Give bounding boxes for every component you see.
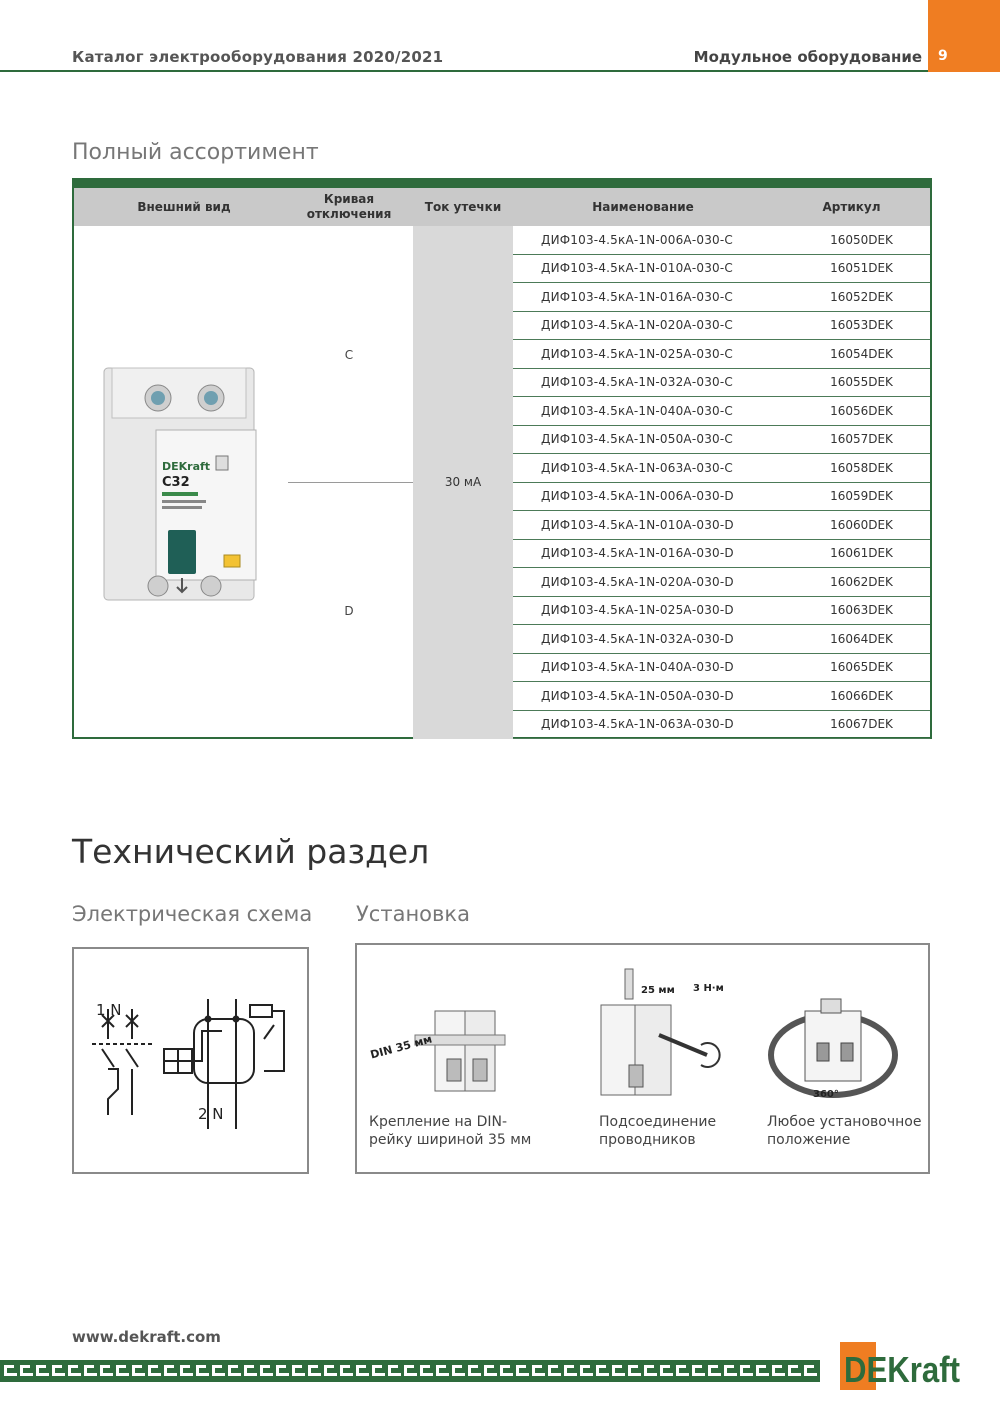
section-title: Модульное оборудование [693, 48, 922, 66]
torque-label: 3 Н·м [693, 983, 724, 994]
page-number: 9 [938, 48, 948, 64]
product-name: ДИФ103-4.5кА-1N-032А-030-D [541, 631, 734, 646]
table-top-bar [74, 180, 930, 188]
band-pattern-segment [644, 1373, 657, 1376]
logo-text: DEKraft [844, 1349, 961, 1390]
table-row [513, 654, 930, 683]
band-pattern-segment [164, 1373, 177, 1376]
curve-divider [288, 482, 413, 483]
band-pattern-segment [532, 1373, 545, 1376]
band-pattern-segment [196, 1373, 209, 1376]
band-pattern-segment [4, 1373, 17, 1376]
product-article: 16057DEK [830, 432, 893, 447]
product-name: ДИФ103-4.5кА-1N-006А-030-С [541, 232, 733, 247]
install-title: Установка [356, 902, 470, 926]
band-pattern-segment [580, 1373, 593, 1376]
band-pattern-segment [756, 1373, 769, 1376]
footer-pattern-band [0, 1354, 820, 1388]
product-article: 16065DEK [830, 660, 893, 675]
band-pattern-segment [660, 1373, 673, 1376]
band-pattern-segment [788, 1373, 801, 1376]
table-row [513, 540, 930, 569]
product-name: ДИФ103-4.5кА-1N-050А-030-D [541, 688, 734, 703]
wire-connection-illustration [589, 965, 739, 1105]
table-row [513, 483, 930, 512]
header-divider [0, 70, 930, 72]
band-pattern-segment [52, 1373, 65, 1376]
table-row [513, 568, 930, 597]
install-caption-wiring: Подсоединение проводников [599, 1114, 717, 1148]
table-row [513, 454, 930, 483]
column-header-article: Артикул [822, 199, 881, 214]
band-pattern-segment [20, 1373, 33, 1376]
product-article: 16061DEK [830, 546, 893, 561]
band-pattern-segment [420, 1373, 433, 1376]
band-pattern-segment [260, 1373, 273, 1376]
band-pattern-segment [36, 1373, 49, 1376]
band-pattern-segment [596, 1373, 609, 1376]
band-pattern-segment [148, 1373, 161, 1376]
product-name: ДИФ103-4.5кА-1N-063А-030-С [541, 460, 733, 475]
din-rail-mount-illustration [365, 997, 515, 1107]
band-pattern-segment [404, 1373, 417, 1376]
band-pattern-segment [228, 1373, 241, 1376]
product-name: ДИФ103-4.5кА-1N-006А-030-D [541, 489, 734, 504]
band-pattern-segment [212, 1373, 225, 1376]
band-pattern-segment [740, 1373, 753, 1376]
dekraft-logo [840, 1340, 962, 1390]
band-pattern-segment [452, 1373, 465, 1376]
electrical-scheme-diagram [74, 949, 307, 1172]
table-row [513, 511, 930, 540]
product-name: ДИФ103-4.5кА-1N-016А-030-С [541, 289, 733, 304]
band-pattern-segment [84, 1373, 97, 1376]
page-number-tab [928, 0, 1000, 72]
product-article: 16059DEK [830, 489, 893, 504]
table-row [513, 682, 930, 711]
scheme-label-top: 1 N [96, 1001, 122, 1019]
table-row [513, 625, 930, 654]
band-pattern-segment [500, 1373, 513, 1376]
scheme-label-bottom: 2 N [198, 1105, 224, 1123]
band-pattern-segment [612, 1373, 625, 1376]
din-label: DIN 35 мм [368, 1032, 434, 1062]
table-row [513, 369, 930, 398]
product-article: 16055DEK [830, 375, 893, 390]
band-pattern-segment [292, 1373, 305, 1376]
band-pattern-segment [68, 1373, 81, 1376]
table-rows [513, 226, 930, 739]
product-name: ДИФ103-4.5кА-1N-040А-030-С [541, 403, 733, 418]
band-pattern-segment [372, 1373, 385, 1376]
leakage-value: 30 мА [444, 475, 482, 489]
band-pattern-segment [244, 1373, 257, 1376]
band-pattern-segment [724, 1373, 737, 1376]
strip-length-label: 25 мм [641, 985, 675, 996]
band-pattern-segment [772, 1373, 785, 1376]
product-article: 16056DEK [830, 403, 893, 418]
installation-box [355, 943, 930, 1174]
band-pattern-segment [132, 1373, 145, 1376]
table-row [513, 397, 930, 426]
product-article: 16050DEK [830, 232, 893, 247]
install-caption-position: Любое установочное положение [767, 1114, 922, 1148]
band-pattern-segment [708, 1373, 721, 1376]
column-header-appearance: Внешний вид [137, 199, 231, 214]
product-article: 16067DEK [830, 717, 893, 732]
table-row [513, 711, 930, 740]
band-pattern-segment [628, 1373, 641, 1376]
column-header-curve: Кривая отключения [306, 192, 392, 221]
curve-c-label: C [344, 348, 354, 362]
product-article: 16052DEK [830, 289, 893, 304]
band-pattern-segment [676, 1373, 689, 1376]
product-article: 16051DEK [830, 261, 893, 276]
website-link[interactable]: www.dekraft.com [72, 1328, 221, 1346]
table-header [74, 188, 930, 226]
product-name: ДИФ103-4.5кА-1N-010А-030-D [541, 517, 734, 532]
scheme-title: Электрическая схема [72, 902, 313, 926]
electrical-scheme-box [72, 947, 309, 1174]
table-row [513, 283, 930, 312]
device-brand-label: DEKraft [162, 460, 211, 473]
band-pattern-segment [436, 1373, 449, 1376]
product-article: 16060DEK [830, 517, 893, 532]
band-pattern-segment [548, 1373, 561, 1376]
product-article: 16064DEK [830, 631, 893, 646]
band-pattern-segment [516, 1373, 529, 1376]
table-row [513, 426, 930, 455]
rcbo-device-image [98, 360, 266, 608]
assortment-table [72, 178, 932, 739]
product-name: ДИФ103-4.5кА-1N-050А-030-С [541, 432, 733, 447]
band-pattern-segment [276, 1373, 289, 1376]
install-caption-din: Крепление на DIN-рейку шириной 35 мм [369, 1114, 532, 1148]
any-position-illustration [761, 993, 911, 1113]
table-row [513, 226, 930, 255]
band-pattern-segment [116, 1373, 129, 1376]
band-pattern-segment [564, 1373, 577, 1376]
table-row [513, 597, 930, 626]
band-pattern-segment [484, 1373, 497, 1376]
product-article: 16053DEK [830, 318, 893, 333]
product-article: 16058DEK [830, 460, 893, 475]
product-name: ДИФ103-4.5кА-1N-032А-030-С [541, 375, 733, 390]
product-name: ДИФ103-4.5кА-1N-025А-030-С [541, 346, 733, 361]
band-pattern-segment [356, 1373, 369, 1376]
band-pattern-segment [180, 1373, 193, 1376]
band-pattern-segment [100, 1373, 113, 1376]
product-article: 16066DEK [830, 688, 893, 703]
product-name: ДИФ103-4.5кА-1N-020А-030-С [541, 318, 733, 333]
column-header-name: Наименование [592, 199, 694, 214]
product-name: ДИФ103-4.5кА-1N-040А-030-D [541, 660, 734, 675]
band-pattern-segment [340, 1373, 353, 1376]
band-pattern-segment [308, 1373, 321, 1376]
product-article: 16062DEK [830, 574, 893, 589]
product-name: ДИФ103-4.5кА-1N-020А-030-D [541, 574, 734, 589]
catalog-title: Каталог электрооборудования 2020/2021 [72, 48, 444, 66]
rotation-label: 360° [813, 1089, 839, 1100]
product-name: ДИФ103-4.5кА-1N-010А-030-С [541, 261, 733, 276]
column-header-leakage: Ток утечки [424, 199, 502, 214]
assortment-title: Полный ассортимент [72, 140, 319, 165]
table-row [513, 340, 930, 369]
technical-section-title: Технический раздел [72, 832, 430, 871]
device-rating-label: C32 [162, 475, 190, 490]
product-name: ДИФ103-4.5кА-1N-063А-030-D [541, 717, 734, 732]
table-row [513, 312, 930, 341]
band-pattern-segment [324, 1373, 337, 1376]
band-pattern-segment [692, 1373, 705, 1376]
product-article: 16054DEK [830, 346, 893, 361]
product-name: ДИФ103-4.5кА-1N-016А-030-D [541, 546, 734, 561]
product-name: ДИФ103-4.5кА-1N-025А-030-D [541, 603, 734, 618]
table-row [513, 255, 930, 284]
curve-d-label: D [344, 604, 354, 618]
band-pattern-segment [388, 1373, 401, 1376]
band-pattern-segment [804, 1373, 817, 1376]
band-pattern-segment [468, 1373, 481, 1376]
product-article: 16063DEK [830, 603, 893, 618]
